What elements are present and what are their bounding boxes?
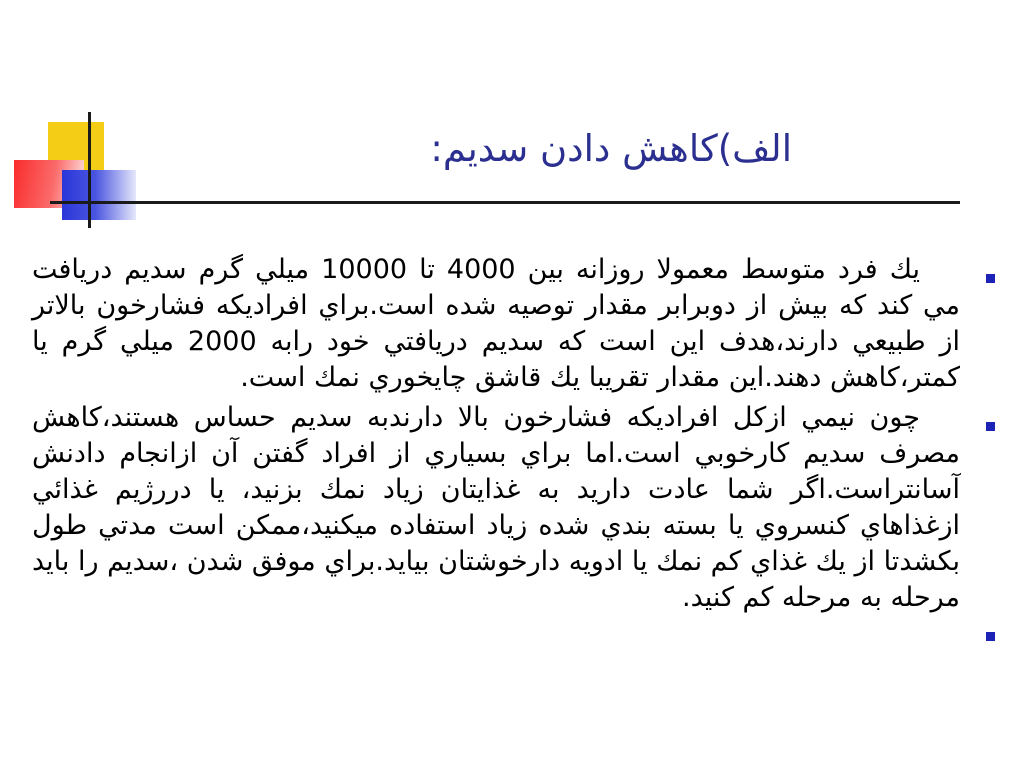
logo-vertical-line [88, 112, 91, 228]
bullet-item [32, 400, 960, 616]
bullet-text: چون نيمي ازكل افراديكه فشارخون بالا دارندبه سديم حساس هستند،كاهش مصرف سديم كارخوبي است.اما براي بسياري از افراد گفتن آن ازانجام دادنش آسانتراست.اگر شما عادت داريد به غذايتان زياد نمك بزنيد، يا دررژيم غذائي ازغذاهاي كنسروي يا بسته بندي شده زياد استفاده ميكنيد،ممكن است مدتي طول بكشدتا از يك غذاي كم نمك يا ادويه دارخوشتان بيايد.براي موفق شدن ،سديم را بايد مرحله به مرحله كم كنيد. [32, 402, 960, 613]
bullet-square-icon [986, 422, 995, 431]
bullet-square-icon [986, 632, 995, 641]
title-underline-rule [50, 201, 960, 204]
logo-blue-square [62, 170, 136, 220]
bullet-item [32, 252, 960, 396]
bullet-text: يك فرد متوسط معمولا روزانه بين 4000 تا 10000 ميلي گرم سديم دريافت مي كند كه بيش از دوبرابر مقدار توصيه شده است.براي افراديكه فشارخون بالاتر از طبيعي دارند،هدف اين است كه سديم دريافتي خود رابه 2000 ميلي گرم يا كمتر،كاهش دهند.اين مقدار تقريبا يك قاشق چايخوري نمك است. [32, 254, 960, 393]
slide-body [32, 252, 960, 650]
bullet-item-empty [32, 620, 960, 650]
slide-logo-decoration [0, 0, 150, 235]
bullet-square-icon [986, 274, 995, 283]
slide-title: الف)كاهش دادن سديم: [430, 127, 792, 170]
